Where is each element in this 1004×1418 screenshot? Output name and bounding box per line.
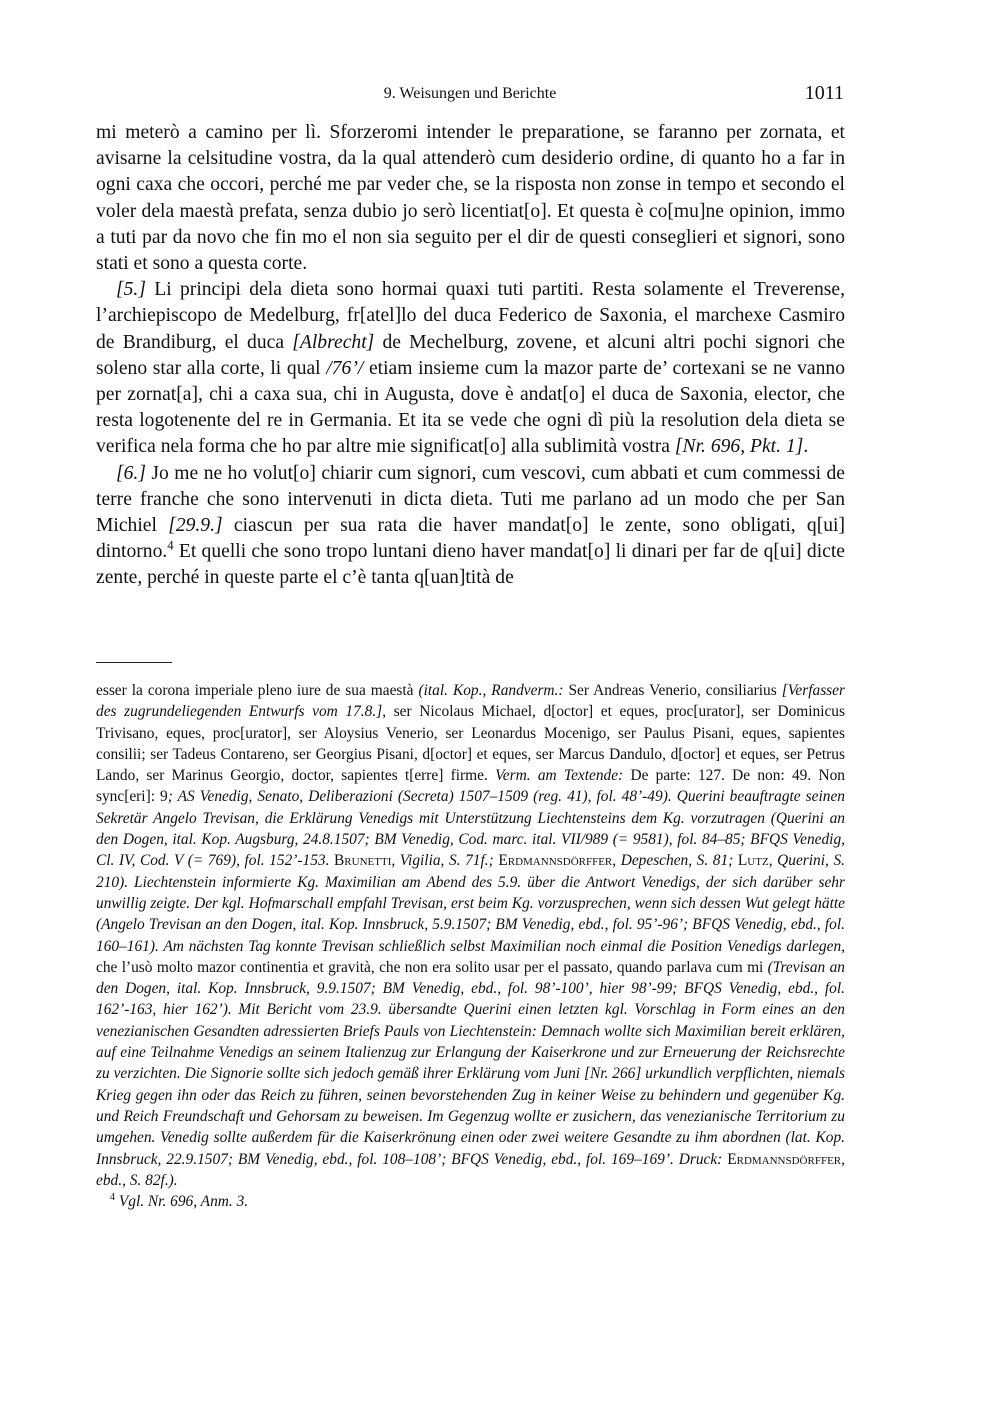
footnotes [96, 680, 845, 1212]
footnote-rule [96, 662, 172, 663]
footnote-4: $^4$ Vgl. Nr. 696, Anm. 3. [110, 1192, 249, 1211]
paragraph-5: [5.] Li principi dela dieta sono hormai quaxi tuti partiti. Resta solamente el Treverense, l’archiepiscopo de Medelburg, fr[atel]lo del duca Federico de Saxonia, el marchexe Casmiro de Brandiburg, el duca [Albrecht] de Mechelburg, zovene, et alcuni altri pochi signori che soleno star alla corte, li qual /76’/ etiam insieme cum la mazor parte de’ cortexani se ne vanno per zornat[a], chi a caxa sua, chi in Augusta, dove è andat[o] el duca de Saxonia, elector, che resta logotenente del re in Germania. Et ita se vede che ogni dì più la resolution dela dieta se verifica nela forma che ho par altre mie significat[o] alla sublimità vostra [Nr. 696, Pkt. 1]. [96, 279, 845, 458]
section-number: [5.] [116, 279, 146, 301]
section-number: [6.] [116, 462, 146, 484]
author-name: Erdmannsdörffer [727, 1150, 842, 1168]
editorial-name: [Albrecht] [292, 331, 375, 353]
page-number: 1011 [804, 82, 844, 104]
cross-reference: [Nr. 696, Pkt. 1] [674, 436, 804, 458]
footnote-number: 4 [110, 1192, 115, 1203]
folio-marker: /76’/ [326, 357, 364, 379]
paragraph-6: [6.] Jo me ne ho volut[o] chiarir cum signori, cum vescovi, cum abbati et cum commessi de terre franche che sono intervenuti in dicta dieta. Tuti me parlano ad un modo che per San Michiel [29.9.] ciascun per sua rata die haver mandat[o] le zente, sono obligati, q[ui] dintorno.$^4$ Et quelli che sono tropo luntani dieno haver mandat[o] li dinari per far de q[ui] dicte zente, perché in queste parte el c’è tanta q[uan]tità de [96, 462, 845, 589]
author-name: Brunetti [334, 852, 392, 870]
running-header-title: 9. Weisungen und Berichte [383, 85, 557, 102]
footnote-marker[interactable]: 4 [167, 538, 174, 553]
main-text [96, 120, 845, 592]
footnote-continuation: esser la corona imperiale pleno iure de sua maestà (ital. Kop., Randverm.: Ser Andreas Venerio, consiliarius [Verfasser des zugrundeliegenden Entwurfs vom 17.8.], ser Nicolaus Michael, d[octor] et eques, proc[urator], ser Dominicus Trivisano, eques, proc[urator], ser Aloysius Venerio, ser Leonardus Mocenigo, ser Paulus Pisani, eques, sapientes consilii; ser Tadeus Contareno, ser Georgius Pisani, d[octor] et eques, ser Marcus Dandulo, d[octor] et eques, ser Petrus Lando, ser Marinus Georgio, doctor, sapientes t[erre] firme. Verm. am Textende: De parte: 127. De non: 49. Non sync[eri]: 9; AS Venedig, Senato, Deliberazioni (Secreta) 1507–1509 (reg. 41), fol. 48’-49). Querini beauftragte seinen Sekretär Angelo Trevisan, die Erklärung Venedigs mit Unterstützung Liechtensteins dem Kg. vorzutragen (Querini an den Dogen, ital. Kop. Augsburg, 24.8.1507; BM Venedig, Cod. marc. ital. VII/989 (= 9581), fol. 84–85; BFQS Venedig, Cl. IV, Cod. V (= 769), fol. 152’-153. Brunetti, Vigilia, S. 71f.; Erdmannsdörffer, Depeschen, S. 81; Lutz, Querini, S. 210). Liechtenstein informierte Kg. Maximilian am Abend des 5.9. über die Antwort Venedigs, der sich darüber sehr unwillig zeigte. Der kgl. Hofmarschall empfahl Trevisan, erst beim Kg. vorzusprechen, wenn sich dessen Wut gelegt hätte (Angelo Trevisan an den Dogen, ital. Kop. Innsbruck, 5.9.1507; BM Venedig, ebd., fol. 95’-96’; BFQS Venedig, ebd., fol. 160–161). Am nächsten Tag konnte Trevisan schließlich selbst Maximilian noch einmal die Position Venedigs darlegen, che l’usò molto mazor continentia et gravità, che non era solito usar per el passato, quando parlava cum mi (Trevisan an den Dogen, ital. Kop. Innsbruck, 9.9.1507; BM Venedig, ebd., fol. 98’-100’, hier 98’-99; BFQS Venedig, ebd., fol. 162’-163, hier 162’). Mit Bericht vom 23.9. übersandte Querini einen letzten kgl. Vorschlag in Form eines an den venezianischen Gesandten adressierten Briefs Pauls von Liechtenstein: Demnach wollte sich Maximilian bereit erklären, auf eine Teilnahme Venedigs an seinem Italienzug zur Erlangung der Kaiserkrone und zur Erneuerung der Reichsrechte zu verzichten. Die Signorie sollte sich jedoch gemäß ihrer Erklärung vom Juni [Nr. 266] urkundlich verpflichten, niemals Krieg gegen ihn oder das Reich zu führen, seinen bevorstehenden Zug in keiner Weise zu behindern und gegenüber Kg. und Reich Freundschaft und Gehorsam zu beweisen. Im Gegenzug wollte er zusichern, das venezianische Territorium zu umgehen. Venedig sollte außerdem für die Kaiserkrönung einen oder zwei weitere Gesandte zu ihm abordnen (lat. Kop. Innsbruck, 22.9.1507; BM Venedig, ebd., fol. 108–108’; BFQS Venedig, ebd., fol. 169–169’. Druck: Erdmannsdörffer, ebd., S. 82f.). [96, 682, 846, 1189]
editorial-date: [29.9.] [168, 515, 223, 537]
running-header [96, 82, 844, 108]
author-name: Erdmannsdörffer [498, 852, 613, 870]
paragraph-continuation: mi meterò a camino per lì. Sforzeromi intender le preparatione, se faranno per zornata, et avisarne la celsitudine vostra, da la qual attenderò cum desiderio ordine, di quanto ho a far in ogni caxa che occori, perché me par veder che, se la risposta non zonse in tempo et secondo el voler dela maestà prefata, senza dubio jo serò licentiat[o]. Et questa è co[mu]ne opinion, immo a tuti par da novo che fin mo el non sia seguito per el dir de questi conseglieri et signori, sono stati et sono a questa corte. [96, 122, 845, 275]
author-name: Lutz [737, 852, 769, 870]
